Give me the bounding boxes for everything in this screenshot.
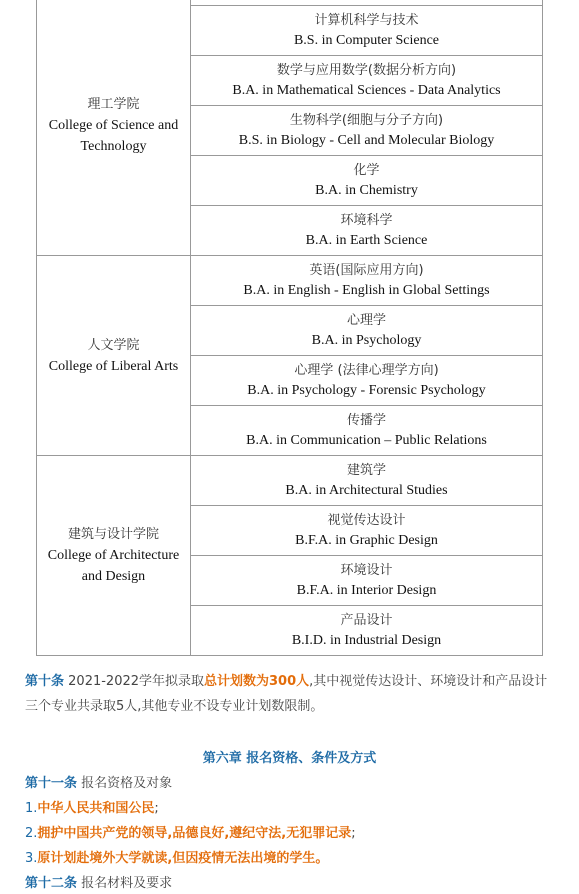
major-name-zh: 产品设计 xyxy=(340,612,393,628)
requirement-item xyxy=(25,822,356,841)
requirement-text: 拥护中国共产党的领导,品德良好,遵纪守法,无犯罪记录 xyxy=(37,826,352,841)
major-name-zh: 计算机科学与技术 xyxy=(314,12,419,28)
major-name-en: B.A. in English - English in Global Settings xyxy=(243,282,490,298)
major-name-en: B.A. in Mathematical Sciences - Data Analytics xyxy=(232,82,501,98)
major-cell xyxy=(191,256,543,306)
major-name-en: B.A. in Architectural Studies xyxy=(285,482,448,498)
major-name-en: B.A. in Communication – Public Relations xyxy=(246,432,487,448)
requirement-text: 中华人民共和国公民 xyxy=(37,801,155,816)
major-name-zh: 化学 xyxy=(353,162,380,178)
college-name-en: College of Liberal Arts xyxy=(48,358,179,374)
major-name-en: B.I.D. in Industrial Design xyxy=(291,632,442,648)
major-name-en: B.S. in Computer Science xyxy=(293,32,440,48)
major-cell xyxy=(191,456,543,506)
college-cell xyxy=(37,0,191,256)
requirement-text: 原计划赴境外大学就读,但因疫情无法出境的学生。 xyxy=(37,851,329,866)
requirement-tail: ; xyxy=(351,826,356,841)
requirement-item xyxy=(25,847,328,866)
major-name-zh: 环境科学 xyxy=(340,212,393,228)
major-cell xyxy=(191,306,543,356)
article-10-paragraph xyxy=(25,669,555,719)
college-name-zh: 建筑与设计学院 xyxy=(67,527,159,542)
requirement-tail: ; xyxy=(154,801,159,816)
college-cell xyxy=(37,456,191,656)
article-11-label: 第十一条 xyxy=(25,776,78,791)
major-name-en: B.S. in Biology - Cell and Molecular Biology xyxy=(238,132,495,148)
table-row xyxy=(37,456,543,506)
article-12-line xyxy=(25,872,172,891)
college-name-en: College of Science and Technology xyxy=(48,117,179,154)
major-cell xyxy=(191,506,543,556)
major-cell xyxy=(191,106,543,156)
major-name-en: B.A. in Chemistry xyxy=(315,182,418,198)
major-name-zh: 英语(国际应用方向) xyxy=(309,262,424,278)
major-name-zh: 心理学 xyxy=(346,312,386,328)
college-name-zh: 理工学院 xyxy=(87,96,140,112)
requirement-number: 3. xyxy=(25,851,38,866)
majors-table xyxy=(36,0,543,656)
major-cell xyxy=(191,606,543,656)
major-name-zh: 传播学 xyxy=(346,412,386,428)
major-name-zh: 数学与应用数学(数据分析方向) xyxy=(276,62,457,78)
major-name-zh: 环境设计 xyxy=(340,562,393,578)
major-name-en: B.A. in Psychology xyxy=(311,332,422,348)
major-cell xyxy=(191,6,543,56)
major-name-zh: 视觉传达设计 xyxy=(327,512,406,528)
major-cell xyxy=(191,556,543,606)
major-name-en: B.F.A. in Graphic Design xyxy=(295,532,438,548)
major-name-en: B.A. in Psychology - Forensic Psychology xyxy=(247,382,486,398)
article-10-text-2: ,其中视觉传达设计、环境设计和产品设计三个专业共录取5人,其他专业不设专业计划数限制。 xyxy=(25,674,548,714)
requirement-number: 1. xyxy=(25,801,38,816)
college-cell xyxy=(37,256,191,456)
major-cell xyxy=(191,56,543,106)
article-11-text: 报名资格及对象 xyxy=(77,776,173,791)
major-name-zh: 心理学 (法律心理学方向) xyxy=(294,362,439,378)
article-12-text: 报名材料及要求 xyxy=(77,876,173,891)
major-cell xyxy=(191,406,543,456)
article-12-label: 第十二条 xyxy=(25,876,78,891)
major-cell xyxy=(191,356,543,406)
major-name-en: B.F.A. in Interior Design xyxy=(296,582,437,598)
article-11-line xyxy=(25,772,172,791)
requirement-item xyxy=(25,797,159,816)
major-name-zh: 建筑学 xyxy=(346,462,386,478)
major-name-en: B.A. in Earth Science xyxy=(305,232,428,248)
table-row xyxy=(37,256,543,306)
requirement-number: 2. xyxy=(25,826,38,841)
college-name-zh: 人文学院 xyxy=(87,337,140,353)
article-10-text-1: 2021-2022学年拟录取 xyxy=(64,674,205,689)
major-name-zh: 生物科学(细胞与分子方向) xyxy=(289,112,444,128)
chapter-heading: 第六章 报名资格、条件及方式 xyxy=(202,751,377,766)
major-cell xyxy=(191,156,543,206)
major-cell xyxy=(191,206,543,256)
article-10-label: 第十条 xyxy=(25,674,65,689)
article-10-highlight: 总计划数为300人 xyxy=(204,674,310,689)
college-name-en: College of Architecture and Design xyxy=(47,548,180,584)
